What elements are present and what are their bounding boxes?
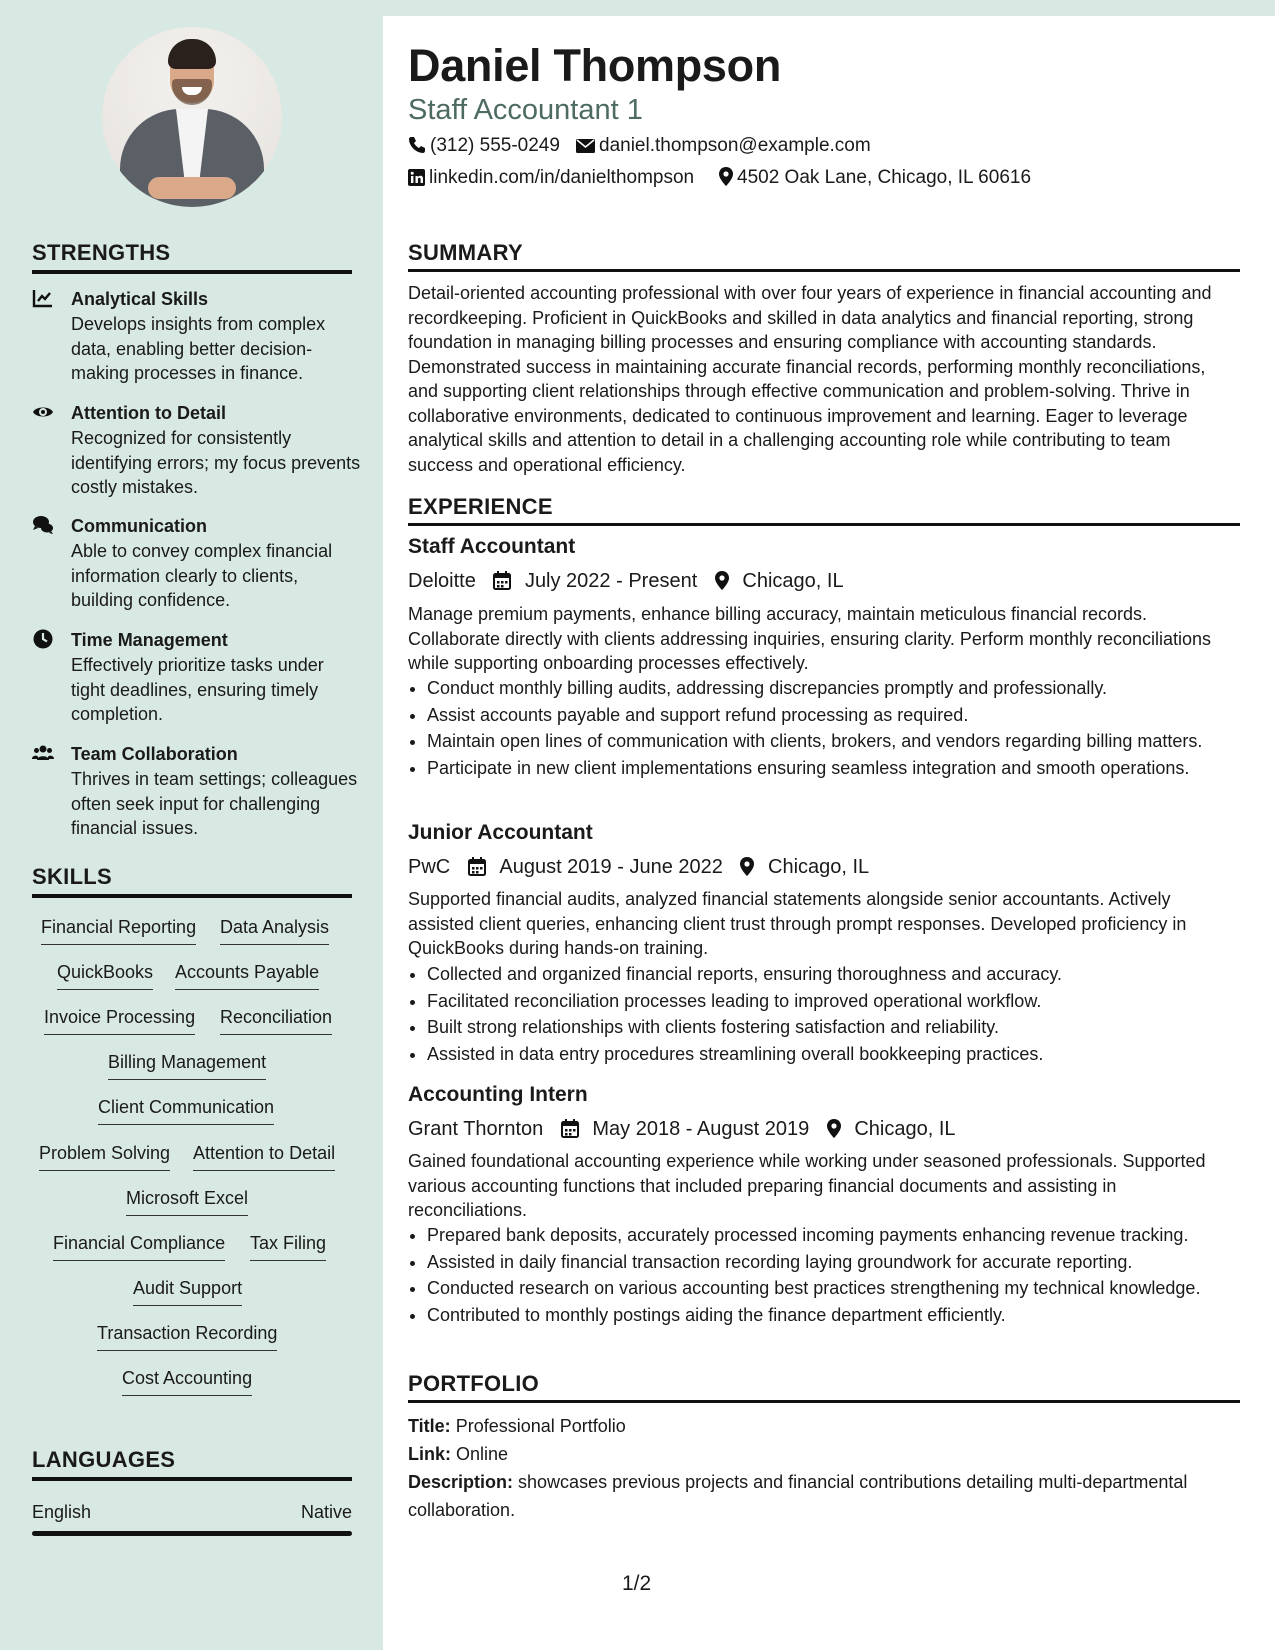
- portfolio-link-row: [408, 1440, 1240, 1468]
- map-marker-icon: [740, 857, 754, 876]
- job-bullets: [408, 676, 1259, 782]
- job-bullet: • Collected and organized financial reports, ensuring thoroughness and accuracy.: [427, 962, 1259, 987]
- job-bullet: • Assisted in daily financial transaction recording laying groundwork for accurate reporting.: [427, 1250, 1259, 1275]
- job-location: Chicago, IL: [742, 569, 844, 592]
- strengths-heading: STRENGTHS: [32, 240, 352, 274]
- envelope-icon: [576, 138, 595, 154]
- language-name: English: [32, 1502, 92, 1522]
- skill-tag: Billing Management: [108, 1050, 266, 1080]
- strength-title: Attention to Detail: [71, 403, 226, 423]
- skill-tag: Problem Solving: [39, 1141, 170, 1171]
- strength-desc: Able to convey complex financial information clearly to clients, building confidence.: [71, 541, 333, 610]
- job-bullets: [408, 962, 1259, 1068]
- contact-address: [719, 166, 1031, 190]
- users-icon: [32, 742, 54, 764]
- linkedin-text[interactable]: linkedin.com/in/danielthompson: [429, 167, 695, 188]
- summary-text: Detail-oriented accounting professional with over four years of experience in financial accounting and recordkeeping. Proficient in QuickBooks and skilled in data analytics and financial reporting, strong foundation in managing billing processes and ensuring compliance with accounting standards. Demonstrated success in maintaining accurate financial records, performing monthly reconciliations, and supporting client relationships through effective communication and problem-solving. Thrive in collaborative environments, dedicated to continuous improvement and learning. Eager to leverage analytical skills and attention to detail in a challenging accounting role while contributing to team success and operational efficiency.: [408, 283, 1212, 475]
- strength-desc: Develops insights from complex data, enabling better decision-making processes in finance.: [71, 314, 326, 383]
- portfolio-link-label: Link:: [408, 1444, 451, 1464]
- top-band: [0, 0, 1275, 16]
- portfolio-desc-row: [408, 1468, 1240, 1524]
- portfolio-desc-label: Description:: [408, 1472, 514, 1492]
- skill-tag: QuickBooks: [57, 960, 153, 990]
- job-meta: [408, 1115, 956, 1142]
- job-dates: July 2022 - Present: [524, 569, 698, 592]
- skill-tag: Invoice Processing: [44, 1005, 195, 1035]
- map-marker-icon: [715, 571, 729, 590]
- job-summary: Gained foundational accounting experience while working under seasoned professionals. Supported various accounting functions that included preparing financial documents and assisting in reconciliations.: [408, 1151, 1206, 1220]
- calendar-icon: [468, 857, 486, 876]
- skill-tag: Client Communication: [98, 1095, 274, 1125]
- linkedin-icon: [408, 169, 425, 186]
- contact-email[interactable]: [576, 134, 871, 158]
- strength-title: Communication: [71, 516, 208, 536]
- portfolio-title-row: [408, 1412, 1240, 1440]
- clock-icon: [32, 628, 54, 650]
- job-bullet: • Facilitated reconciliation processes leading to improved operational workflow.: [427, 989, 1259, 1014]
- strength-desc: Thrives in team settings; colleagues often seek input for challenging financial issues.: [71, 769, 358, 838]
- map-marker-icon: [827, 1119, 841, 1138]
- address-text: 4502 Oak Lane, Chicago, IL 60616: [737, 167, 1032, 188]
- summary-heading: SUMMARY: [408, 240, 1240, 272]
- job-bullet: • Participate in new client implementations ensuring seamless integration and smooth operations.: [427, 756, 1259, 781]
- job-dates: August 2019 - June 2022: [499, 855, 723, 878]
- skill-tag: Financial Compliance: [53, 1231, 225, 1261]
- candidate-name: Daniel Thompson: [408, 40, 782, 91]
- job-bullet: • Conduct monthly billing audits, addressing discrepancies promptly and professionally.: [427, 676, 1259, 701]
- skill-tag: Data Analysis: [220, 915, 329, 945]
- email-text[interactable]: daniel.thompson@example.com: [599, 135, 871, 156]
- phone-text: (312) 555-0249: [430, 135, 560, 156]
- chart-line-icon: [32, 287, 54, 309]
- calendar-icon: [561, 1119, 579, 1138]
- contact-phone: [408, 134, 560, 158]
- job-bullet: • Contributed to monthly postings aiding the finance department efficiently.: [427, 1303, 1259, 1328]
- job-title: Staff Accountant: [408, 535, 576, 558]
- skill-tag: Transaction Recording: [97, 1321, 277, 1351]
- portfolio-title-value: Professional Portfolio: [455, 1416, 626, 1436]
- job-title: Accounting Intern: [408, 1083, 588, 1106]
- job-summary: Manage premium payments, enhance billing accuracy, maintain meticulous financial records. Collaborate directly with clients addressing inquiries, ensuring clarity. Perform monthly reconciliations while supporting onboarding processes effectively.: [408, 604, 1212, 673]
- portfolio-title-label: Title:: [408, 1416, 451, 1436]
- job-bullet: • Built strong relationships with clients fostering satisfaction and reliability.: [427, 1015, 1259, 1040]
- job-bullets: [408, 1223, 1259, 1329]
- languages-heading: LANGUAGES: [32, 1447, 352, 1481]
- profile-photo: [102, 27, 282, 207]
- job-title: Junior Accountant: [408, 821, 593, 844]
- candidate-title: Staff Accountant 1: [408, 94, 643, 126]
- map-marker-icon: [719, 167, 733, 186]
- job-location: Chicago, IL: [854, 1117, 956, 1140]
- job-summary: Supported financial audits, analyzed financial statements alongside senior accountants. Actively assisted client queries, enhancing client trust through prompt responses. Developed proficiency in QuickBooks during hands-on training.: [408, 889, 1187, 958]
- portfolio-heading: PORTFOLIO: [408, 1371, 1240, 1403]
- job-meta: [408, 853, 869, 880]
- phone-icon: [408, 136, 426, 154]
- strength-title: Analytical Skills: [71, 289, 209, 309]
- skill-tag: Tax Filing: [250, 1231, 326, 1261]
- skill-tag: Microsoft Excel: [126, 1186, 248, 1216]
- contact-linkedin[interactable]: [408, 166, 694, 190]
- skills-heading: SKILLS: [32, 864, 352, 898]
- strength-desc: Effectively prioritize tasks under tight deadlines, ensuring timely completion.: [71, 655, 324, 724]
- job-company: Deloitte: [408, 569, 476, 592]
- skill-tag: Financial Reporting: [41, 915, 196, 945]
- job-bullet: • Conducted research on various accounting best practices strengthening my technical knowledge.: [427, 1276, 1259, 1301]
- experience-heading: EXPERIENCE: [408, 494, 1240, 526]
- job-company: Grant Thornton: [408, 1117, 544, 1140]
- portfolio-link-value[interactable]: Online: [456, 1444, 509, 1464]
- job-bullet: • Prepared bank deposits, accurately processed incoming payments enhancing revenue tracking.: [427, 1223, 1259, 1248]
- job-meta: [408, 567, 844, 594]
- portfolio-desc-value: showcases previous projects and financial contributions detailing multi-departmental collaboration.: [408, 1472, 1188, 1520]
- job-bullet: • Assisted in data entry procedures streamlining overall bookkeeping practices.: [427, 1042, 1259, 1067]
- strength-title: Time Management: [71, 630, 228, 650]
- skill-tag: Audit Support: [133, 1276, 242, 1306]
- job-dates: May 2018 - August 2019: [592, 1117, 810, 1140]
- language-proficiency-bar: [32, 1531, 352, 1536]
- job-location: Chicago, IL: [768, 855, 870, 878]
- skill-tag: Accounts Payable: [175, 960, 319, 990]
- page-number: 1/2: [622, 1572, 652, 1595]
- strength-desc: Recognized for consistently identifying errors; my focus prevents costly mistakes.: [71, 428, 361, 497]
- eye-icon: [32, 401, 54, 423]
- skill-tag: Attention to Detail: [193, 1141, 335, 1171]
- calendar-icon: [493, 571, 511, 590]
- job-bullet: • Assist accounts payable and support refund processing as required.: [427, 703, 1259, 728]
- job-company: PwC: [408, 855, 451, 878]
- strength-title: Team Collaboration: [71, 744, 238, 764]
- skill-tag: Reconciliation: [220, 1005, 332, 1035]
- comments-icon: [32, 514, 54, 536]
- language-level: Native: [300, 1502, 352, 1522]
- skill-tag: Cost Accounting: [122, 1366, 252, 1396]
- job-bullet: • Maintain open lines of communication with clients, brokers, and vendors regarding billing matters.: [427, 729, 1259, 754]
